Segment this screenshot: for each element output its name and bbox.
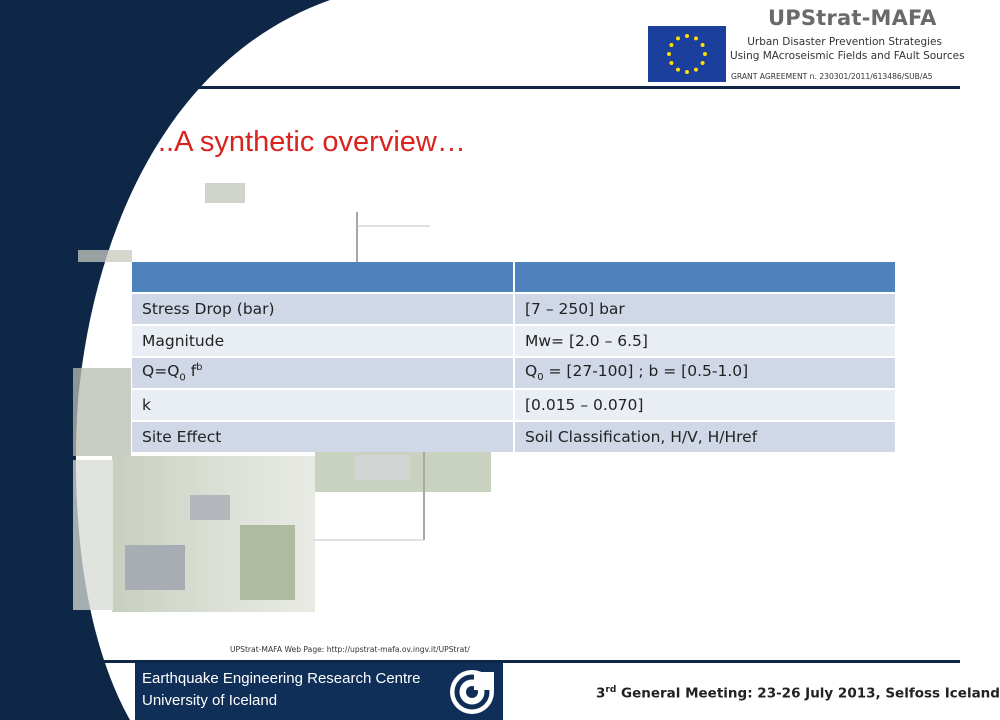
web-page-link[interactable]: UPStrat-MAFA Web Page: http://upstrat-mafa.ov.ingv.it/UPStrat/	[230, 645, 470, 654]
grant-agreement: GRANT AGREEMENT n. 230301/2011/613486/SUB/A5	[731, 72, 933, 81]
table-header-cell	[132, 262, 514, 293]
project-logo-line1: Urban Disaster Prevention Strategies	[747, 36, 942, 48]
project-logo-title: UPStrat-MAFA	[768, 6, 937, 30]
research-centre-name: Earthquake Engineering Research Centre	[142, 670, 421, 687]
table-header-row	[132, 262, 895, 293]
table-cell-value: Mw= [2.0 – 6.5]	[514, 325, 895, 357]
top-divider	[170, 86, 960, 89]
table-cell-parameter: $Q=Q_0$ $f^b$	[132, 357, 514, 389]
university-logo-icon	[448, 668, 496, 716]
parameters-table	[132, 262, 895, 452]
table-row	[132, 421, 895, 452]
table-cell-value: Soil Classification, H/V, H/Href	[514, 421, 895, 452]
meeting-info: 3rd General Meeting: 23-26 July 2013, Selfoss Iceland	[596, 685, 1000, 702]
slide-title: ..A synthetic overview…	[158, 126, 466, 158]
table-cell-value: $Q_0 = [27-100]$ ; b = [0.5-1.0]	[514, 357, 895, 389]
table-header-cell	[514, 262, 895, 293]
project-logo-line2: Using MAcroseismic Fields and FAult Sources	[730, 50, 965, 62]
table-row	[132, 325, 895, 357]
table-cell-parameter: Magnitude	[132, 325, 514, 357]
table-row	[132, 293, 895, 325]
table-row	[132, 357, 895, 389]
table-row	[132, 389, 895, 421]
table-cell-value: [7 – 250] bar	[514, 293, 895, 325]
table-cell-parameter: Stress Drop (bar)	[132, 293, 514, 325]
table-cell-parameter: Site Effect	[132, 421, 514, 452]
eu-flag-icon	[648, 26, 726, 82]
table-cell-parameter: k	[132, 389, 514, 421]
university-name: University of Iceland	[142, 692, 278, 709]
table-cell-value: [0.015 – 0.070]	[514, 389, 895, 421]
